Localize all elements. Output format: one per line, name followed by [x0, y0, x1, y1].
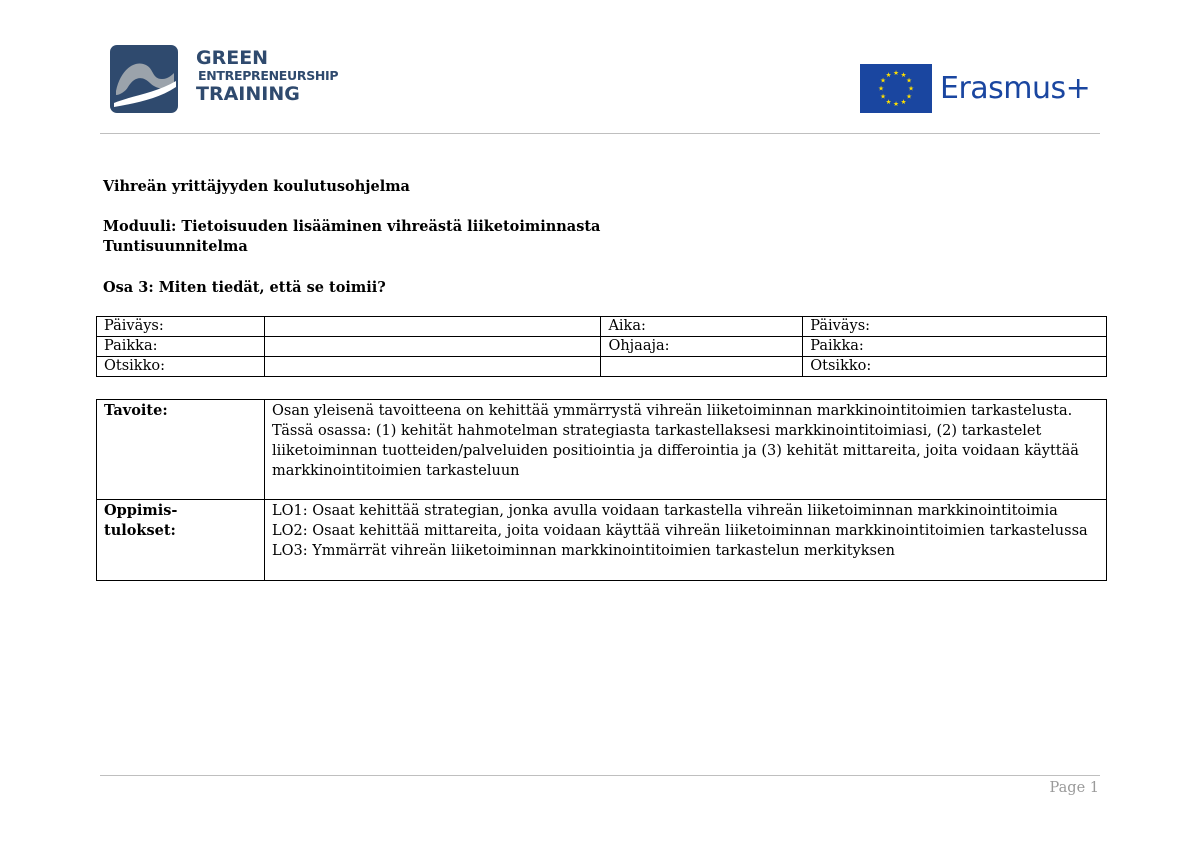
- outcomes-label-line: Oppimis-: [104, 502, 178, 519]
- goal-line: liiketoiminnan tuotteiden/palveluiden positiointia ja differointia ja (3) kehität mittareita, joita voidaan käyttää: [272, 443, 1079, 459]
- goal-line: Osan yleisenä tavoitteena on kehittää ymmärrystä vihreän liiketoiminnan markkinointitoimien tarkastelusta.: [272, 403, 1073, 419]
- eu-flag-icon: [860, 64, 932, 113]
- footer-divider: [100, 775, 1100, 776]
- green-entrepreneurship-logo: [110, 45, 340, 113]
- part-heading: Osa 3: Miten tiedät, että se toimii?: [103, 279, 386, 296]
- empty-cell: [601, 357, 803, 377]
- table-row: [97, 400, 1107, 500]
- erasmus-wordmark: Erasmus+: [940, 71, 1091, 106]
- outcome-line: LO2: Osaat kehittää mittareita, joita voidaan käyttää vihreän liiketoiminnan markkinointitoimien tarkastelussa: [272, 523, 1088, 539]
- svg-text:★: ★: [880, 76, 886, 85]
- goal-label: Tavoite:: [97, 400, 265, 500]
- table-row: [97, 337, 1107, 357]
- logo-line-entrepreneurship: ENTREPRENEURSHIP: [198, 68, 339, 83]
- svg-text:★: ★: [878, 84, 884, 93]
- place-label: Paikka:: [97, 337, 265, 357]
- title-value: [264, 357, 601, 377]
- goal-line: Tässä osassa: (1) kehität hahmotelman strategiasta tarkastellaksesi markkinointitoimiasi, (2) tarkastelet: [272, 423, 1042, 439]
- table-row: [97, 357, 1107, 377]
- page-number: Page 1: [1049, 780, 1099, 796]
- page-header: [0, 0, 1200, 135]
- logo-line-green: GREEN: [196, 47, 269, 69]
- goals-table: [96, 399, 1107, 581]
- outcomes-label: [97, 500, 265, 581]
- date-label-2: Päiväys:: [803, 317, 1107, 337]
- outcome-line: LO1: Osaat kehittää strategian, jonka avulla voidaan tarkastella vihreän liiketoiminnan markkinointitoimia: [272, 503, 1058, 519]
- goal-line: markkinointitoimien tarkasteluun: [272, 463, 520, 479]
- module-heading: Moduuli: Tietoisuuden lisääminen vihreästä liiketoiminnasta: [103, 218, 601, 235]
- svg-text:★: ★: [885, 71, 892, 79]
- table-row: [97, 317, 1107, 337]
- program-heading: Vihreän yrittäjyyden koulutusohjelma: [103, 178, 410, 195]
- lesson-info-table: [96, 316, 1107, 377]
- logo-line-training: TRAINING: [196, 82, 300, 105]
- svg-text:★: ★: [880, 92, 886, 101]
- title-label: Otsikko:: [97, 357, 265, 377]
- date-label: Päiväys:: [97, 317, 265, 337]
- date-value: [264, 317, 601, 337]
- svg-text:★: ★: [900, 71, 907, 79]
- outcome-line: LO3: Ymmärrät vihreän liiketoiminnan markkinointitoimien tarkastelun merkityksen: [272, 543, 895, 559]
- table-row: [97, 500, 1107, 581]
- outcomes-label-line: tulokset:: [104, 522, 176, 539]
- place-value: [264, 337, 601, 357]
- place-label-2: Paikka:: [803, 337, 1107, 357]
- instructor-label: Ohjaaja:: [601, 337, 803, 357]
- svg-text:★: ★: [885, 98, 892, 106]
- lesson-plan-heading: Tuntisuunnitelma: [103, 238, 248, 255]
- svg-text:★: ★: [893, 69, 899, 77]
- logo-wordmark: [196, 49, 338, 104]
- time-label: Aika:: [601, 317, 803, 337]
- svg-text:★: ★: [908, 84, 914, 93]
- goal-text: [265, 400, 1107, 500]
- outcomes-text: [265, 500, 1107, 581]
- wave-logo-icon: [110, 45, 178, 113]
- svg-text:★: ★: [893, 100, 899, 108]
- svg-text:★: ★: [906, 92, 912, 101]
- title-label-2: Otsikko:: [803, 357, 1107, 377]
- erasmus-plus-logo: [860, 64, 1110, 114]
- header-divider: [100, 133, 1100, 134]
- svg-text:★: ★: [906, 76, 912, 85]
- svg-text:★: ★: [900, 98, 907, 106]
